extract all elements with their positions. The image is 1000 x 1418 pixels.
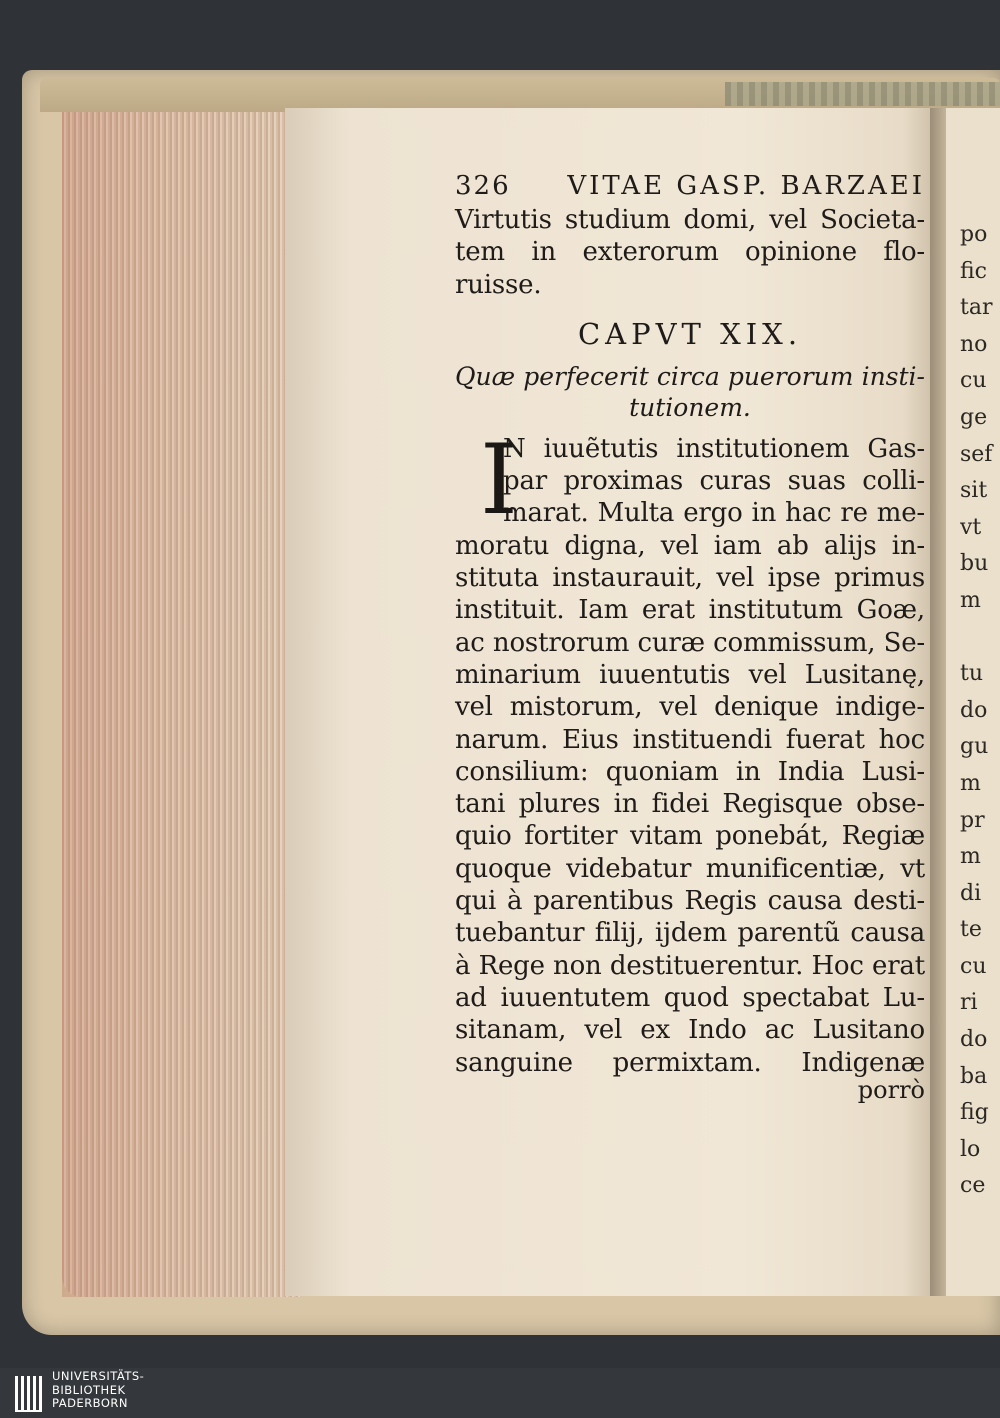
facing-page-text [960, 222, 1000, 1210]
facing-page-fragment: gu [960, 734, 989, 760]
facing-page-fragment: di [960, 880, 982, 906]
facing-page-fragment: ge [960, 404, 988, 430]
facing-page-fragment: sef [960, 441, 993, 467]
catchword: porrò [857, 1075, 925, 1104]
library-footer-bar [0, 1368, 1000, 1418]
body-line: qui à parentibus Regis causa desti- [455, 886, 925, 917]
intro-line: ruisse. [455, 269, 542, 300]
body-line: moratu digna, vel iam ab alijs in- [455, 530, 925, 561]
chapter-heading: CAPVT XIX. [577, 316, 803, 351]
facing-page-fragment: bu [960, 551, 989, 577]
facing-page-fragment: do [960, 1027, 988, 1053]
facing-page-fragment: fic [960, 258, 987, 284]
page-block-edge [62, 112, 302, 1297]
facing-page-fragment: do [960, 697, 988, 723]
library-name-line: BIBLIOTHEK [52, 1382, 126, 1397]
facing-page-fragment: vt [960, 514, 982, 540]
library-name-line: UNIVERSITÄTS- [52, 1369, 145, 1383]
running-header [455, 168, 925, 204]
facing-page-fragment: lo [960, 1136, 981, 1162]
facing-page-fragment: fig [960, 1100, 989, 1126]
chapter-subtitle-line: tutionem. [629, 392, 751, 422]
body-line: sitanam, vel ex Indo ac Lusitano [455, 1015, 925, 1046]
facing-page-fragment: cu [960, 368, 987, 394]
facing-page-fragment: ba [960, 1063, 988, 1089]
body-line: instituit. Iam erat institutum Goæ, [455, 595, 925, 626]
library-logo-text [52, 1370, 144, 1411]
body-line: narum. Eius instituendi fuerat hoc [455, 724, 925, 755]
body-line: stituta instaurauit, vel ipse primus [455, 563, 925, 594]
facing-page-fragment: tu [960, 661, 984, 687]
body-line: par proximas curas suas colli- [503, 466, 925, 497]
chapter-subtitle [455, 361, 925, 423]
facing-page-fragment: m [960, 844, 981, 870]
intro-line: Virtutis studium domi, vel Societa- [455, 205, 925, 235]
chapter-subtitle-line: Quæ perfecerit circa puerorum insti- [455, 361, 925, 391]
body-line: sanguine permixtam. Indigenæ [455, 1047, 925, 1078]
body-line: consilium: quoniam in India Lusi- [455, 756, 925, 787]
facing-page-fragment: pr [960, 807, 985, 833]
library-name-line: PADERBORN [52, 1396, 129, 1410]
facing-page-fragment: po [960, 222, 988, 247]
body-line: à Rege non destituerentur. Hoc erat [455, 950, 925, 981]
intro-line: tem in exterorum opinione flo- [455, 237, 925, 268]
body-line: N iuuẽtutis institutionem Gas- [503, 433, 925, 464]
facing-page-fragment: ce [960, 1173, 986, 1199]
facing-page-fragment: te [960, 917, 982, 943]
body-line: minarium iuuentutis vel Lusitanę, [455, 659, 925, 690]
cover-spine-band [725, 82, 1000, 106]
body-line: quoque videbatur munificentiæ, vt [455, 853, 925, 884]
facing-page-fragment [960, 625, 1000, 662]
body-line: quio fortiter vitam ponebát, Regiæ [455, 821, 925, 852]
facing-page-fragment: tar [960, 295, 993, 321]
page-text-block [455, 168, 925, 1105]
facing-page-fragment: ri [960, 990, 978, 1016]
page-number: 326 [455, 171, 511, 201]
body-text [455, 423, 925, 1105]
drop-cap: I [480, 423, 518, 536]
facing-page-fragment: sit [960, 478, 988, 504]
running-title: VITAE GASP. BARZAEI [567, 171, 925, 201]
facing-page-fragment: no [960, 331, 988, 357]
body-line: vel mistorum, vel denique indige- [455, 692, 925, 723]
facing-page-fragment: cu [960, 953, 987, 979]
library-logo-icon [14, 1372, 44, 1414]
facing-page-fragment: m [960, 587, 981, 613]
facing-page-fragment: m [960, 770, 981, 796]
body-line: marat. Multa ergo in hac re me- [503, 498, 925, 529]
body-line: tuebantur filij, ijdem parentũ causa [455, 918, 925, 949]
body-line: tani plures in fidei Regisque obse- [455, 789, 925, 820]
body-line: ad iuuentutem quod spectabat Lu- [455, 982, 925, 1013]
body-line: ac nostrorum curæ commissum, Se- [455, 627, 925, 658]
